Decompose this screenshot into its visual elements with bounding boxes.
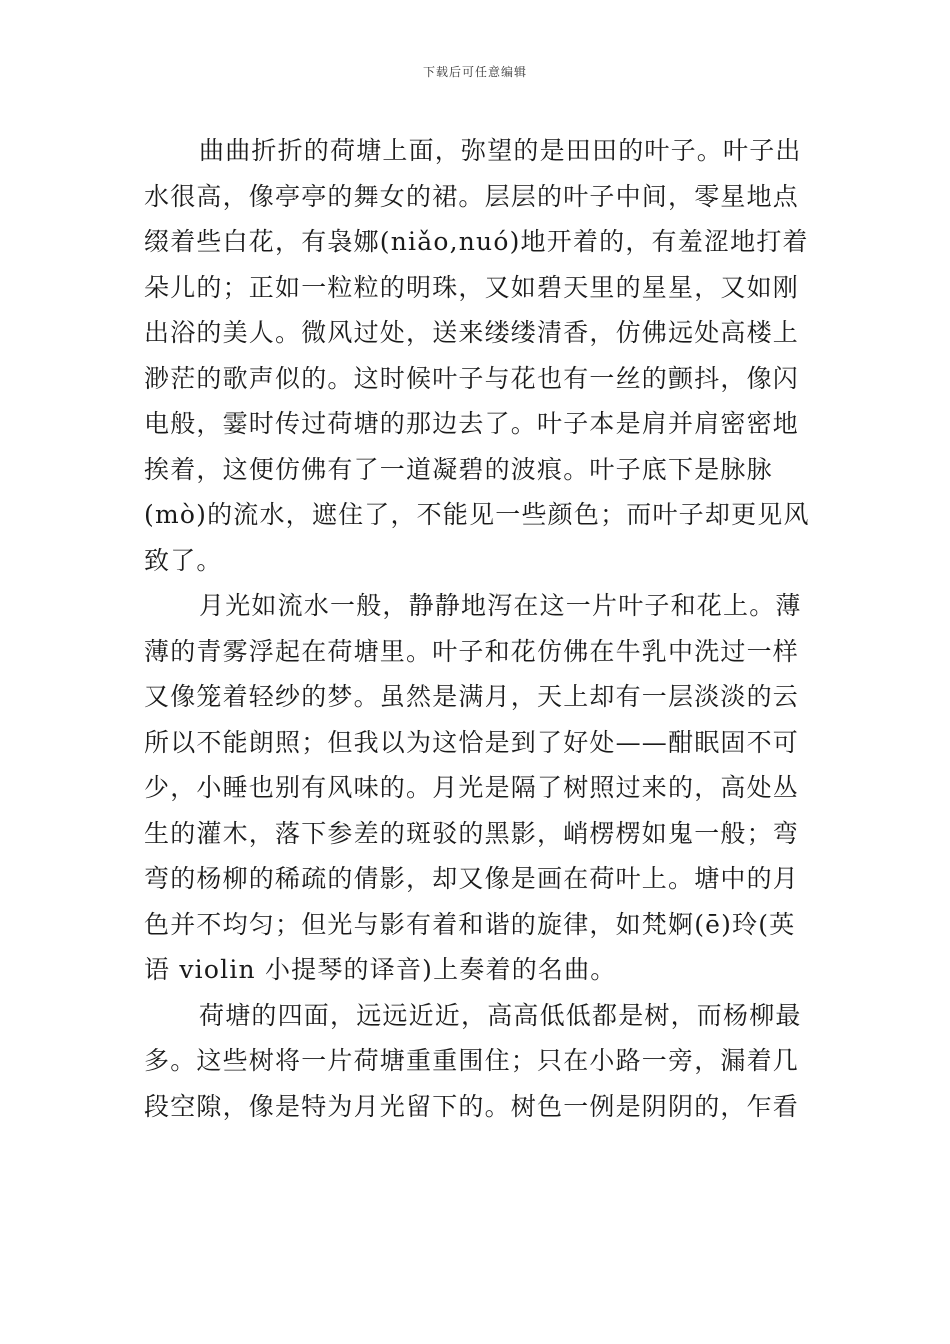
text-line: 出浴的美人。微风过处，送来缕缕清香，仿佛远处高楼上	[144, 318, 800, 347]
text-line: 曲曲折折的荷塘上面，弥望的是田田的叶子。叶子出	[199, 136, 802, 165]
text-line: 段空隙，像是特为月光留下的。树色一例是阴阴的，乍看	[144, 1091, 800, 1121]
text-line: 缀着些白花，有袅娜(niǎo,nuó)地开着的，有羞涩地打着	[144, 227, 809, 256]
text-line: 少，小睡也别有风味的。月光是隔了树照过来的，高处丛	[144, 773, 800, 802]
text-line: 挨着，这便仿佛有了一道凝碧的波痕。叶子底下是脉脉	[144, 454, 773, 484]
text-line: 水很高，像亭亭的舞女的裙。层层的叶子中间，零星地点	[144, 181, 800, 211]
text-line: 薄的青雾浮起在荷塘里。叶子和花仿佛在牛乳中洗过一样	[144, 636, 800, 666]
text-line: 月光如流水一般，静静地泻在这一片叶子和花上。薄	[199, 591, 802, 620]
text-line: 荷塘的四面，远远近近，高高低低都是树，而杨柳最	[199, 1000, 802, 1030]
text-line: 渺茫的歌声似的。这时候叶子与花也有一丝的颤抖，像闪	[144, 363, 800, 393]
text-line: 弯的杨柳的稀疏的倩影，却又像是画在荷叶上。塘中的月	[144, 864, 800, 893]
text-line: 多。这些树将一片荷塘重重围住；只在小路一旁，漏着几	[144, 1046, 800, 1075]
text-line: (mò)的流水，遮住了，不能见一些颜色；而叶子却更见风	[144, 500, 810, 529]
text-line: 色并不均匀；但光与影有着和谐的旋律，如梵婀(ē)玲(英	[144, 909, 796, 939]
text-line: 朵儿的；正如一粒粒的明珠，又如碧天里的星星，又如刚	[144, 272, 800, 302]
document-body	[144, 128, 808, 1129]
text-line: 又像笼着轻纱的梦。虽然是满月，天上却有一层淡淡的云	[144, 682, 800, 711]
text-line: 电般，霎时传过荷塘的那边去了。叶子本是肩并肩密密地	[144, 409, 800, 438]
paragraph-lotus-leaves	[144, 128, 808, 583]
text-line: 致了。	[144, 545, 223, 575]
text-line: 生的灌木，落下参差的斑驳的黑影，峭楞楞如鬼一般；弯	[144, 818, 800, 848]
text-line: 所以不能朗照；但我以为这恰是到了好处——酣眠固不可	[144, 727, 800, 757]
paragraph-trees	[144, 993, 808, 1130]
page-header: 下载后可任意编辑	[422, 65, 527, 79]
text-line: 语 violin 小提琴的译音)上奏着的名曲。	[144, 955, 617, 984]
paragraph-moonlight	[144, 583, 808, 993]
